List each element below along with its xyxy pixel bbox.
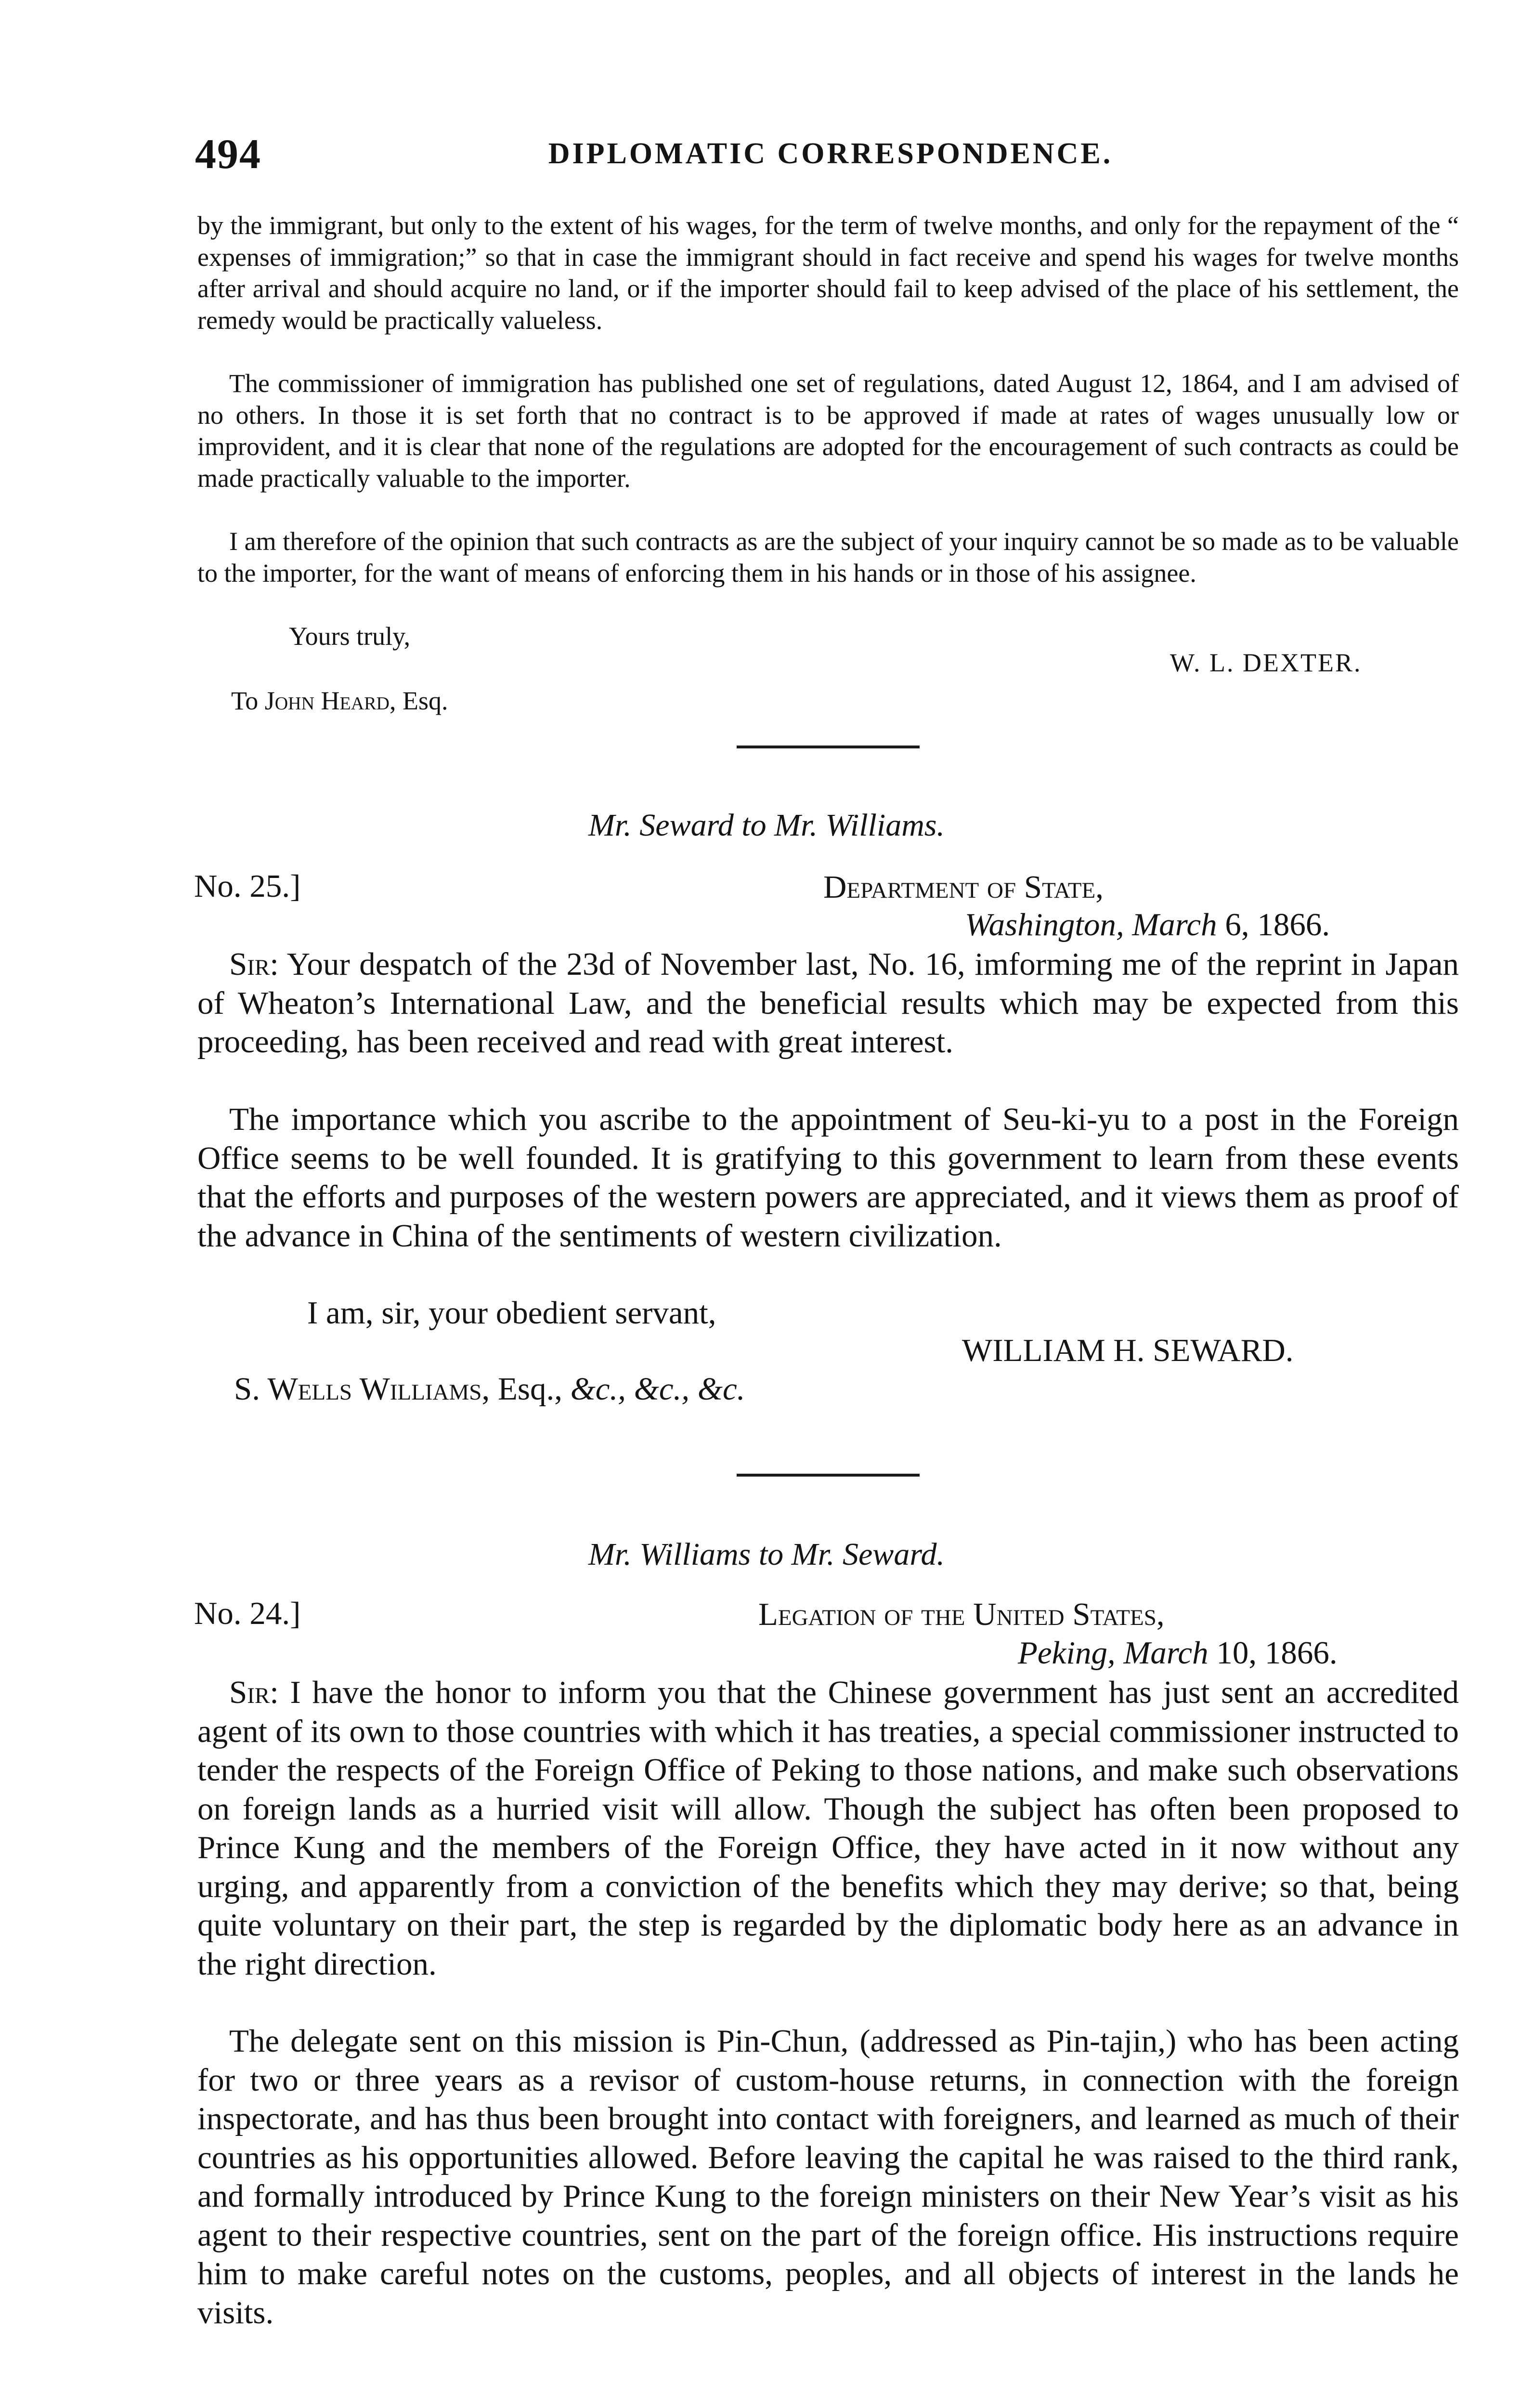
seward-office: Department of State, [823,869,1104,905]
williams-office: Legation of the United States, [758,1597,1165,1632]
dexter-signature: W. L. DEXTER. [1170,648,1362,677]
williams-paragraph-1: Sir: I have the honor to inform you that the Chinese government has just sent an accredited agent of its own to those countries with which it has treaties, a special commissioner instructed to tender the respects of the Foreign Office of Peking to those nations, and make such observations on foreign lands as a hurried visit will allow. Though the subject has often been proposed to Prince Kung and the members of the Foreign Office, they have acted in it now without any urging, and apparently from a conviction of the benefits which they may derive; so that, being quite voluntary on their part, the step is regarded by the diplomatic body here as an advance in the right direction. [197,1675,1459,1982]
running-head [195,130,1466,178]
seward-addressee: S. Wells Williams, Esq., &c., &c., &c. [234,1371,745,1407]
seward-letter-heading: Mr. Seward to Mr. Williams. [588,808,945,843]
section-divider-2 [737,1474,920,1477]
williams-place-date: Peking, March 10, 1866. [1018,1635,1338,1671]
section-divider-1 [737,746,920,748]
dexter-paragraph-1: by the immigrant, but only to the extent of his wages, for the term of twelve months, and only for the repayment of the “ expenses of immigration;” so that in case the immigrant should in fact receive and spend his wages for twelve months after arrival and should acquire no land, or if the importer should fail to keep advised of the place of his settlement, the remedy would be practically valueless. [197,211,1459,335]
seward-despatch-number: No. 25.] [194,868,301,904]
williams-letter-heading: Mr. Williams to Mr. Seward. [588,1537,945,1572]
seward-signature: WILLIAM H. SEWARD. [962,1333,1294,1368]
seward-paragraph-2: The importance which you ascribe to the appointment of Seu-ki-yu to a post in the Foreign Office seems to be well founded. It is gratifying to this government to learn from these events that the efforts and purposes of the western powers are appreciated, and it views them as proof of the advance in China of the sentiments of western civilization. [197,1101,1459,1254]
dexter-addressee: To John Heard, Esq. [231,686,448,715]
seward-place-date: Washington, March 6, 1866. [965,907,1330,942]
dexter-paragraph-3: I am therefore of the opinion that such contracts as are the subject of your inquiry cannot be so made as to be valuable to the importer, for the want of means of enforcing them in his hands or in those of his assignee. [197,527,1459,588]
journal-title: DIPLOMATIC CORRESPONDENCE. [548,137,1113,170]
seward-closing: I am, sir, your obedient servant, [307,1295,716,1331]
page-number: 494 [195,131,261,178]
seward-paragraph-1: Sir: Your despatch of the 23d of November last, No. 16, imforming me of the reprint in Japan of Wheaton’s International Law, and the beneficial results which may be expected from this proceeding, has been received and read with great interest. [197,946,1459,1060]
dexter-closing: Yours truly, [289,622,411,651]
williams-despatch-number: No. 24.] [194,1596,301,1631]
dexter-paragraph-2: The commissioner of immigration has published one set of regulations, dated August 12, 1864, and I am advised of no others. In those it is set forth that no contract is to be approved if made at rates of wages unusually low or improvident, and it is clear that none of the regulations are adopted for the encouragement of such contracts as could be made practically valuable to the importer. [197,369,1459,493]
williams-paragraph-2: The delegate sent on this mission is Pin-Chun, (addressed as Pin-tajin,) who has been acting for two or three years as a revisor of custom-house returns, in connection with the foreign inspectorate, and has thus been brought into contact with foreigners, and learned as much of their countries as his opportunities allowed. Before leaving the capital he was raised to the third rank, and formally introduced by Prince Kung to the foreign ministers on their New Year’s visit as his agent to their respective countries, sent on the part of the foreign office. His instructions require him to make careful notes on the customs, peoples, and all objects of interest in the lands he visits. [197,2023,1459,2330]
